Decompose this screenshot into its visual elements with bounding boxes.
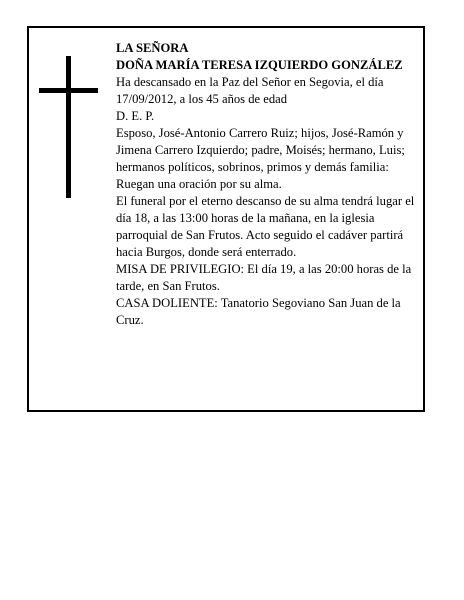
notice-title-line1: LA SEÑORA — [116, 41, 189, 55]
family-members: Esposo, José-Antonio Carrero Ruiz; hijos, José-Ramón y Jimena Carrero Izquierdo; padre, Moisés; hermano, Luis; hermanos políticos, sobrinos, primos y demás familia: — [116, 126, 405, 174]
obituary-notice — [27, 26, 425, 412]
death-announcement: Ha descansado en la Paz del Señor en Segovia, el día 17/09/2012, a los 45 años de edad — [116, 75, 384, 106]
rest-in-peace: D. E. P. — [116, 109, 155, 123]
cross-icon — [39, 56, 98, 198]
mass-details: MISA DE PRIVILEGIO: El día 19, a las 20:00 horas de la tarde, en San Frutos. — [116, 262, 412, 293]
cross-horizontal-bar — [39, 88, 98, 93]
mourning-house: CASA DOLIENTE: Tanatorio Segoviano San Juan de la Cruz. — [116, 296, 401, 327]
deceased-name: DOÑA MARÍA TERESA IZQUIERDO GONZÁLEZ — [116, 58, 403, 72]
cross-vertical-bar — [66, 56, 71, 198]
funeral-details: El funeral por el eterno descanso de su alma tendrá lugar el día 18, a las 13:00 horas de la mañana, en la iglesia parroquial de San Frutos. Acto seguido el cadáver partirá hacia Burgos, donde será enterrado. — [116, 194, 415, 259]
prayer-request: Ruegan una oración por su alma. — [116, 177, 282, 191]
notice-text — [116, 40, 418, 329]
